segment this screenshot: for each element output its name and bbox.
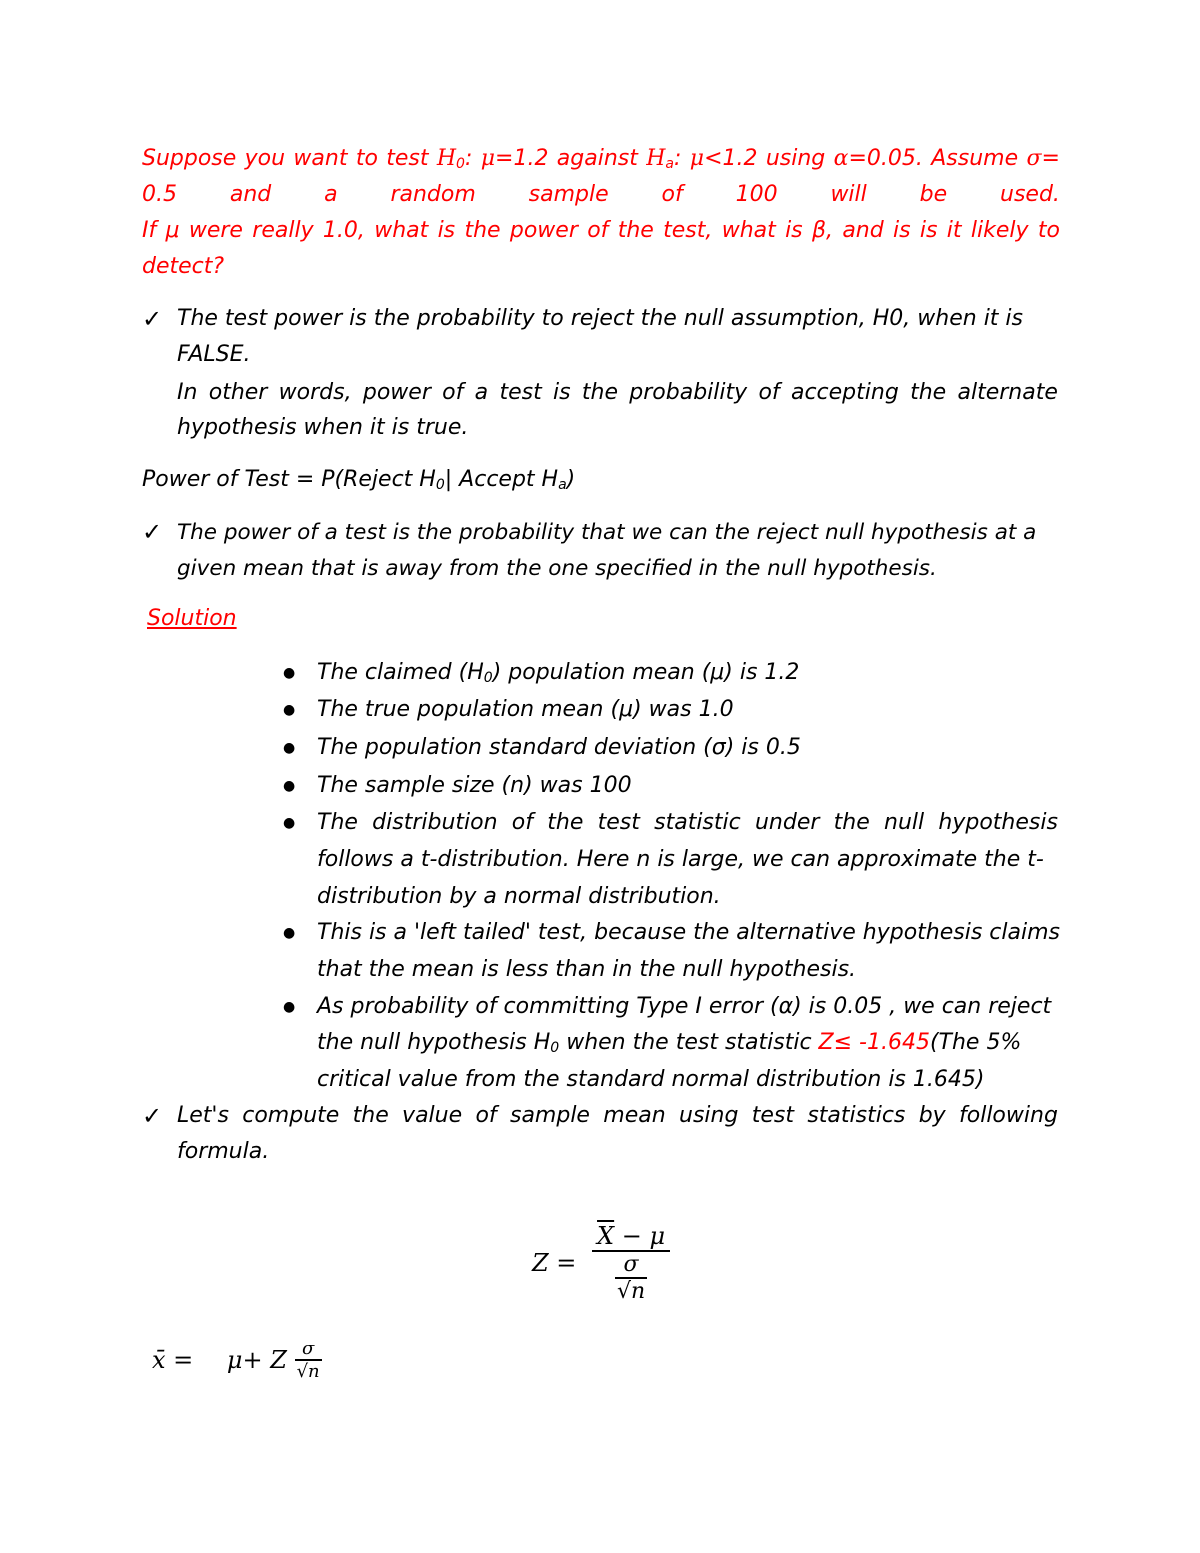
check1-word: In	[177, 380, 198, 405]
question-token: α	[833, 146, 849, 171]
check3-word: using	[679, 1103, 739, 1128]
question-token: σ	[1026, 146, 1042, 171]
check1-word: of	[758, 380, 780, 405]
bullet-type-one-error-line-2: the null hypothesis $H_0$ when the test statistic Z≤ -1.645(The 5%	[317, 1030, 1022, 1056]
check1-word: is	[553, 380, 571, 405]
bullet-icon: ●	[283, 665, 296, 681]
check1-word: accepting	[790, 380, 899, 405]
question-token: to	[355, 146, 378, 171]
question-word	[245, 146, 285, 172]
question-line-1	[142, 146, 1060, 172]
check3-word: value	[402, 1103, 463, 1128]
question-word	[931, 146, 1018, 172]
question-token: against	[556, 146, 638, 171]
question-word: will	[830, 182, 867, 207]
check3-word: the	[352, 1103, 389, 1128]
question-word	[142, 146, 236, 172]
question-word	[1026, 146, 1059, 172]
question-word: power	[509, 218, 578, 243]
question-token: Assume	[931, 146, 1019, 171]
question-token: test	[386, 146, 429, 171]
check3-word: by	[918, 1103, 946, 1128]
question-word: what	[721, 218, 776, 243]
check1-word: probability	[629, 380, 748, 405]
check1-word: test	[499, 380, 542, 405]
question-word	[356, 146, 378, 172]
question-token: =	[848, 146, 867, 171]
check1-word: alternate	[957, 380, 1058, 405]
bullet-word: distribution	[372, 810, 498, 835]
question-word: what	[374, 218, 429, 243]
check1-word: the	[581, 380, 618, 405]
question-word	[293, 146, 347, 172]
check3-word: sample	[509, 1103, 590, 1128]
question-word: is	[893, 218, 911, 243]
question-token: you	[244, 146, 286, 171]
question-word: a	[324, 182, 338, 207]
question-token: H	[646, 146, 666, 171]
check2-line-2: given mean that is away from the one specified in the null hypothesis.	[177, 556, 937, 581]
check3-word: statistics	[807, 1103, 906, 1128]
question-word: 100	[735, 182, 778, 207]
question-line-4: detect?	[142, 254, 225, 279]
question-token: want	[293, 146, 348, 171]
question-word	[557, 146, 638, 172]
question-token: :	[674, 146, 682, 171]
question-word: If	[142, 218, 157, 243]
question-word	[386, 146, 428, 172]
check1-line-3	[177, 380, 1058, 405]
question-word: of	[661, 182, 683, 207]
question-word	[766, 146, 825, 172]
question-word: used.	[1000, 182, 1060, 207]
bullet-claimed-mean: The claimed $(H_0)$ population mean (μ) is 1.2	[317, 660, 800, 686]
bullet-icon: ●	[283, 815, 296, 831]
question-word: be	[919, 182, 948, 207]
question-line-3	[142, 218, 1060, 243]
question-word: the	[617, 218, 654, 243]
bullet-distribution-line-1	[317, 810, 1058, 835]
sample-mean-rhs: μ+ Z	[226, 1346, 287, 1374]
bullet-word: The	[317, 810, 358, 835]
z-formula-denominator: $\frac{\sigma}{√n}$	[592, 1250, 670, 1304]
question-word	[437, 146, 473, 172]
bullet-word: hypothesis	[938, 810, 1058, 835]
check1-word: words,	[278, 380, 352, 405]
question-word: it	[946, 218, 962, 243]
question-word	[834, 146, 923, 172]
bullet-true-mean: The true population mean (μ) was 1.0	[317, 697, 734, 722]
check1-line-1: The test power is the probability to reject the null assumption, H0, when it is	[177, 306, 1024, 331]
question-token: μ	[689, 146, 705, 171]
question-token: μ	[480, 146, 496, 171]
check3-word: following	[959, 1103, 1058, 1128]
bullet-word: the	[833, 810, 870, 835]
bullet-icon: ●	[283, 778, 296, 794]
bullet-icon: ●	[283, 925, 296, 941]
question-token: Suppose	[142, 146, 237, 171]
bullet-icon: ●	[283, 702, 296, 718]
question-token: =	[1041, 146, 1060, 171]
bullet-icon: ●	[283, 999, 296, 1015]
z-statistic-formula	[532, 1222, 670, 1304]
power-of-test-formula: Power of Test = P(Reject $H_0|$ Accept $H_a$)	[142, 467, 576, 493]
question-word: is	[919, 218, 938, 243]
question-word: is	[785, 218, 803, 243]
question-word	[646, 146, 681, 172]
question-word: likely	[970, 218, 1029, 243]
check3-word: Let's	[177, 1103, 229, 1128]
question-token: 0	[456, 156, 465, 172]
question-word: 0.5	[142, 182, 177, 207]
sample-mean-fraction: $\frac{\sigma}{√n}$	[296, 1338, 320, 1382]
question-word: to	[1037, 218, 1060, 243]
check1-word: of	[442, 380, 464, 405]
question-line-2	[142, 182, 1060, 207]
sample-mean-formula	[152, 1338, 322, 1382]
question-word	[481, 146, 549, 172]
z-formula-numerator: $\overline{X} - \mu$	[597, 1222, 666, 1250]
question-word: and	[842, 218, 884, 243]
checkmark-icon: ✓	[142, 1102, 163, 1130]
question-word: β,	[811, 218, 833, 243]
question-word: really	[252, 218, 314, 243]
bullet-word: null	[884, 810, 925, 835]
question-word: 1.0,	[322, 218, 365, 243]
z-formula-lhs: Z =	[532, 1249, 577, 1277]
check1-line-4: hypothesis when it is true.	[177, 415, 469, 440]
bullet-word: the	[547, 810, 584, 835]
bullet-distribution-line-3: distribution by a normal distribution.	[317, 884, 721, 909]
question-word: random	[390, 182, 476, 207]
question-word: were	[188, 218, 243, 243]
check1-word: other	[208, 380, 268, 405]
question-token: using	[765, 146, 826, 171]
bullet-left-tailed-line-1: This is a 'left tailed' test, because the alternative hypothesis claims	[317, 920, 1060, 945]
bullet-icon: ●	[283, 740, 296, 756]
checkmark-icon: ✓	[142, 305, 163, 333]
question-word	[690, 146, 758, 172]
z-formula-fraction	[592, 1222, 670, 1304]
bullet-std-dev: The population standard deviation (σ) is 0.5	[317, 735, 801, 760]
check3-word: of	[475, 1103, 497, 1128]
bullet-word: under	[754, 810, 820, 835]
checkmark-icon: ✓	[142, 518, 163, 546]
question-token: 0.05.	[866, 146, 923, 171]
check1-word: the	[910, 380, 947, 405]
question-token: a	[665, 156, 674, 172]
solution-heading: Solution	[147, 606, 237, 631]
check2-line-1: The power of a test is the probability that we can the reject null hypothesis at a	[177, 520, 1037, 545]
check3-word: mean	[603, 1103, 666, 1128]
question-word: and	[229, 182, 272, 207]
check3-line-1	[177, 1103, 1058, 1128]
question-word: is	[437, 218, 456, 243]
bullet-type-one-error-line-3: critical value from the standard normal distribution is 1.645)	[317, 1067, 985, 1092]
check1-word: a	[474, 380, 489, 405]
check3-word: compute	[242, 1103, 340, 1128]
bullet-left-tailed-line-2: that the mean is less than in the null hypothesis.	[317, 957, 857, 982]
sample-mean-lhs: x̄ =	[152, 1346, 194, 1374]
question-word: of	[587, 218, 609, 243]
question-word: sample	[528, 182, 609, 207]
question-word: μ	[165, 218, 180, 243]
question-word: test,	[663, 218, 713, 243]
check1-line-2: FALSE.	[177, 342, 251, 367]
check1-word: power	[362, 380, 431, 405]
question-token: <1.2	[704, 146, 758, 171]
bullet-word: statistic	[654, 810, 741, 835]
question-token: :	[464, 146, 473, 171]
question-word: the	[464, 218, 501, 243]
bullet-sample-size: The sample size (n) was 100	[317, 773, 632, 798]
question-token: H	[436, 146, 457, 171]
check3-line-2: formula.	[177, 1139, 270, 1164]
bullet-word: of	[511, 810, 534, 835]
bullet-distribution-line-2: follows a t-distribution. Here n is large, we can approximate the t-	[317, 847, 1044, 872]
bullet-type-one-error-line-1: As probability of committing Type I error (α) is 0.05 , we can reject	[317, 994, 1052, 1019]
bullet-word: test	[597, 810, 640, 835]
check3-word: test	[751, 1103, 794, 1128]
question-token: =1.2	[495, 146, 549, 171]
